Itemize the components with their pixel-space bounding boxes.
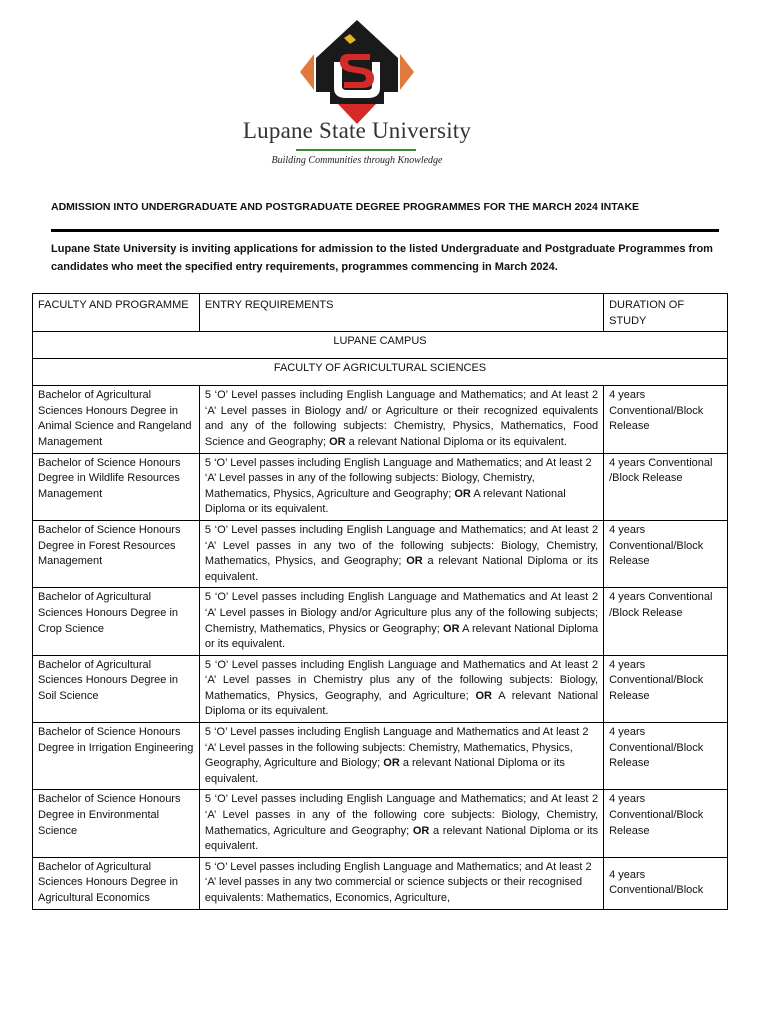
table-row (33, 655, 728, 722)
entry-requirements: 5 ‘O’ Level passes including English Language and Mathematics; and At least 2 ‘A’ Level passes in any two of the following subjects: Biology, Chemistry, Mathematics, Physics, and Geography; OR a relevant National Diploma or its equivalent. (199, 520, 603, 587)
faculty-label: FACULTY OF AGRICULTURAL SCIENCES (33, 359, 728, 386)
campus-label: LUPANE CAMPUS (33, 332, 728, 359)
document-heading: ADMISSION INTO UNDERGRADUATE AND POSTGRADUATE DEGREE PROGRAMMES FOR THE MARCH 2024 INTAKE (51, 201, 640, 213)
header-requirements: ENTRY REQUIREMENTS (199, 294, 603, 332)
campus-row (33, 332, 728, 359)
entry-requirements: 5 ‘O’ Level passes including English Language and Mathematics; and At least 2 ‘A’ level passes in any two commercial or science subjects or their recognised equivalents: Mathematics, Economics, Agriculture, (199, 857, 603, 909)
study-duration: 4 years Conventional/Block Release (604, 790, 728, 857)
entry-requirements: 5 ‘O’ Level passes including English Language and Mathematics; and At least 2 ‘A’ Level passes in any of the following subjects: Biology, Chemistry, Mathematics, Physics, Agriculture and Geography; OR A relevant National Diploma or its equivalent. (199, 453, 603, 520)
university-crest-icon (298, 18, 416, 126)
study-duration: 4 years Conventional /Block Release (604, 588, 728, 655)
table-row (33, 588, 728, 655)
programme-name: Bachelor of Science Honours Degree in Forest Resources Management (33, 520, 200, 587)
university-motto: Building Communities through Knowledge (271, 155, 443, 166)
header-duration: DURATION OF STUDY (604, 294, 728, 332)
study-duration: 4 years Conventional/Block Release (604, 723, 728, 790)
entry-requirements: 5 ‘O’ Level passes including English Language and Mathematics; and At least 2 ‘A’ Level passes in Biology and/ or Agriculture or their recognized equivalents and any of the following subjects: Chemistry, Physics, Mathematics, Food Science and Geography; OR a relevant National Diploma or its equivalent. (199, 386, 603, 453)
programme-name: Bachelor of Agricultural Sciences Honours Degree in Agricultural Economics (33, 857, 200, 909)
table-row (33, 790, 728, 857)
entry-requirements: 5 ‘O’ Level passes including English Language and Mathematics and At least 2 ‘A’ Level passes in the following subjects: Chemistry, Mathematics, Physics, Geography, Agriculture and Biology; OR a relevant National Diploma or its equivalent. (199, 723, 603, 790)
table-row (33, 520, 728, 587)
programme-name: Bachelor of Agricultural Sciences Honours Degree in Soil Science (33, 655, 200, 722)
faculty-row (33, 359, 728, 386)
table-header-row (33, 294, 728, 332)
programme-name: Bachelor of Agricultural Sciences Honours Degree in Crop Science (33, 588, 200, 655)
study-duration: 4 years Conventional/Block (604, 857, 728, 909)
table-row (33, 723, 728, 790)
programme-name: Bachelor of Science Honours Degree in Wildlife Resources Management (33, 453, 200, 520)
entry-requirements: 5 ‘O’ Level passes including English Language and Mathematics and At least 2 ‘A’ Level passes in Biology and/or Agriculture plus any of the following subjects; Chemistry, Mathematics, Physics or Geography; OR A relevant National Diploma or its equivalent. (199, 588, 603, 655)
entry-requirements: 5 ‘O’ Level passes including English Language and Mathematics and At least 2 ‘A’ Level passes in Chemistry plus any of the following subjects: Biology, Mathematics, Physics, Geography, and Agriculture; OR A relevant National Diploma or its equivalent. (199, 655, 603, 722)
university-logo (234, 12, 480, 172)
programme-name: Bachelor of Science Honours Degree in Environmental Science (33, 790, 200, 857)
intro-paragraph: Lupane State University is inviting applications for admission to the listed Undergraduate and Postgraduate Programmes from candidates who meet the specified entry requirements, programmes commencing in March 2024. (51, 243, 713, 273)
study-duration: 4 years Conventional/Block Release (604, 386, 728, 453)
programme-name: Bachelor of Science Honours Degree in Irrigation Engineering (33, 723, 200, 790)
entry-requirements: 5 ‘O’ Level passes including English Language and Mathematics; and At least 2 ‘A’ Level passes in any of the following core subjects: Biology, Chemistry, Mathematics, Agriculture and Geography; OR a relevant National Diploma or its equivalent. (199, 790, 603, 857)
study-duration: 4 years Conventional/Block Release (604, 655, 728, 722)
university-name: Lupane State University (242, 118, 472, 143)
logo-divider (296, 149, 416, 151)
table-row (33, 386, 728, 453)
programmes-table (32, 293, 728, 910)
programme-name: Bachelor of Agricultural Sciences Honours Degree in Animal Science and Rangeland Management (33, 386, 200, 453)
study-duration: 4 years Conventional /Block Release (604, 453, 728, 520)
study-duration: 4 years Conventional/Block Release (604, 520, 728, 587)
heading-rule (51, 229, 719, 232)
table-row (33, 453, 728, 520)
header-programme: FACULTY AND PROGRAMME (33, 294, 200, 332)
table-row (33, 857, 728, 909)
